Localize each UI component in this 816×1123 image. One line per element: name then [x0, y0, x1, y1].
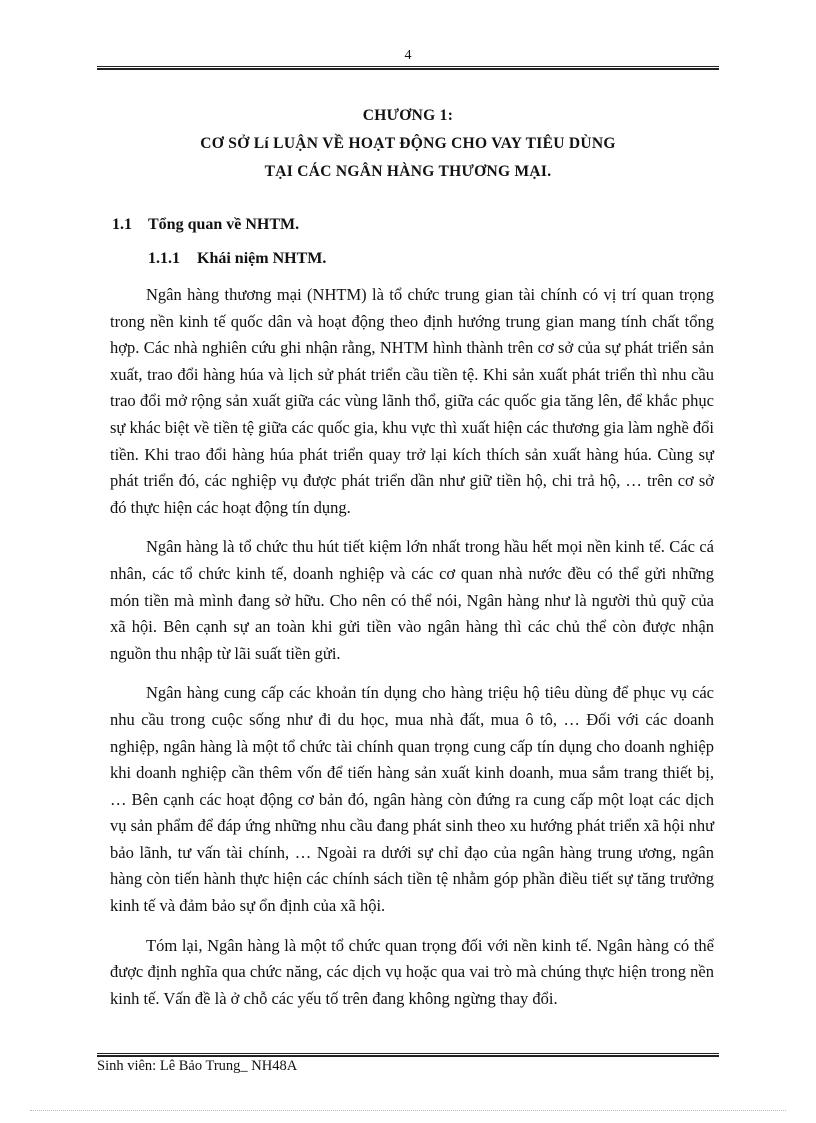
chapter-title-line-2: TẠI CÁC NGÂN HÀNG THƯƠNG MẠI.: [264, 163, 552, 180]
paragraph-4: Tóm lại, Ngân hàng là một tổ chức quan trọng đối với nền kinh tế. Ngân hàng có thể được định nghĩa qua chức năng, các dịch vụ hoặc qua vai trò mà chúng thực hiện trong nền kinh tế. Vấn đề là ở chỗ các yếu tố trên đang không ngừng thay đổi.: [110, 935, 714, 1008]
chapter-title-line-1: CƠ SỞ Lí LUẬN VỀ HOẠT ĐỘNG CHO VAY TIÊU DÙNG: [200, 135, 616, 152]
section-number: 1.1: [112, 216, 132, 233]
header-rule: [97, 66, 719, 70]
footer-student: Sinh viên: Lê Bảo Trung_ NH48A: [97, 1058, 298, 1074]
page-number: 4: [404, 48, 412, 63]
section-title: Tổng quan về NHTM.: [148, 216, 300, 233]
paragraph-2: Ngân hàng là tổ chức thu hút tiết kiệm lớn nhất trong hầu hết mọi nền kinh tế. Các cá nhân, các tổ chức kinh tế, doanh nghiệp và các cơ quan nhà nước đều có thể gửi những món tiền mà mình đang sở hữu. Cho nên có thể nói, Ngân hàng như là người thủ quỹ của xã hội. Bên cạnh sự an toàn khi gửi tiền vào ngân hàng thì các chủ thể còn được nhận nguồn thu nhập từ lãi suất tiền gửi.: [110, 537, 714, 663]
page-bottom-dotted-line: [30, 1110, 786, 1111]
footer-rule: [97, 1053, 719, 1057]
subsection-title: Khái niệm NHTM.: [197, 250, 327, 267]
body-text: [110, 282, 714, 1025]
paragraph-1: Ngân hàng thương mại (NHTM) là tổ chức trung gian tài chính có vị trí quan trọng trong nền kinh tế quốc dân và hoạt động theo định hướng trung gian mang tính chất tổng hợp. Các nhà nghiên cứu ghi nhận rằng, NHTM hình thành trên cơ sở của sự phát triển sản xuất, trao đổi hàng húa và lịch sử phát triển cầu tiền tệ. Khi sản xuất phát triển thì nhu cầu trao đổi mở rộng sản xuất giữa các vùng lãnh thổ, giữa các quốc gia tăng lên, để khắc phục sự khác biệt về tiền tệ giữa các quốc gia, khu vực thì xuất hiện các thương gia làm nghề đổi tiền. Khi trao đổi hàng húa phát triển quay trở lại kích thích sản xuất hàng húa. Cùng sự phát triển đó, các nghiệp vụ được phát triển dần như giữ tiền hộ, chi trả hộ, … trên cơ sở đó thực hiện các hoạt động tín dụng.: [110, 285, 714, 517]
chapter-number: CHƯƠNG 1:: [362, 107, 454, 124]
subsection-number: 1.1.1: [148, 250, 180, 267]
paragraph-3: Ngân hàng cung cấp các khoản tín dụng cho hàng triệu hộ tiêu dùng để phục vụ các nhu cầu trong cuộc sống như đi du học, mua nhà đất, mua ô tô, … Đối với các doanh nghiệp, ngân hàng là một tổ chức tài chính quan trọng cung cấp tín dụng cho doanh nghiệp khi doanh nghiệp cần thêm vốn để tiến hàng sản xuất kinh doanh, mua sắm trang thiết bị, … Bên cạnh các hoạt động cơ bản đó, ngân hàng còn đứng ra cung cấp một loạt các dịch vụ sản phẩm để đáp ứng những nhu cầu đang phát sinh theo xu hướng phát triển xã hội như bảo lãnh, tư vấn tài chính, … Ngoài ra dưới sự chỉ đạo của ngân hàng trung ương, ngân hàng còn tiến hành thực hiện các chính sách tiền tệ nhằm góp phần điều tiết sự tăng trưởng kinh tế và đảm bảo sự ổn định của xã hội.: [110, 683, 715, 916]
